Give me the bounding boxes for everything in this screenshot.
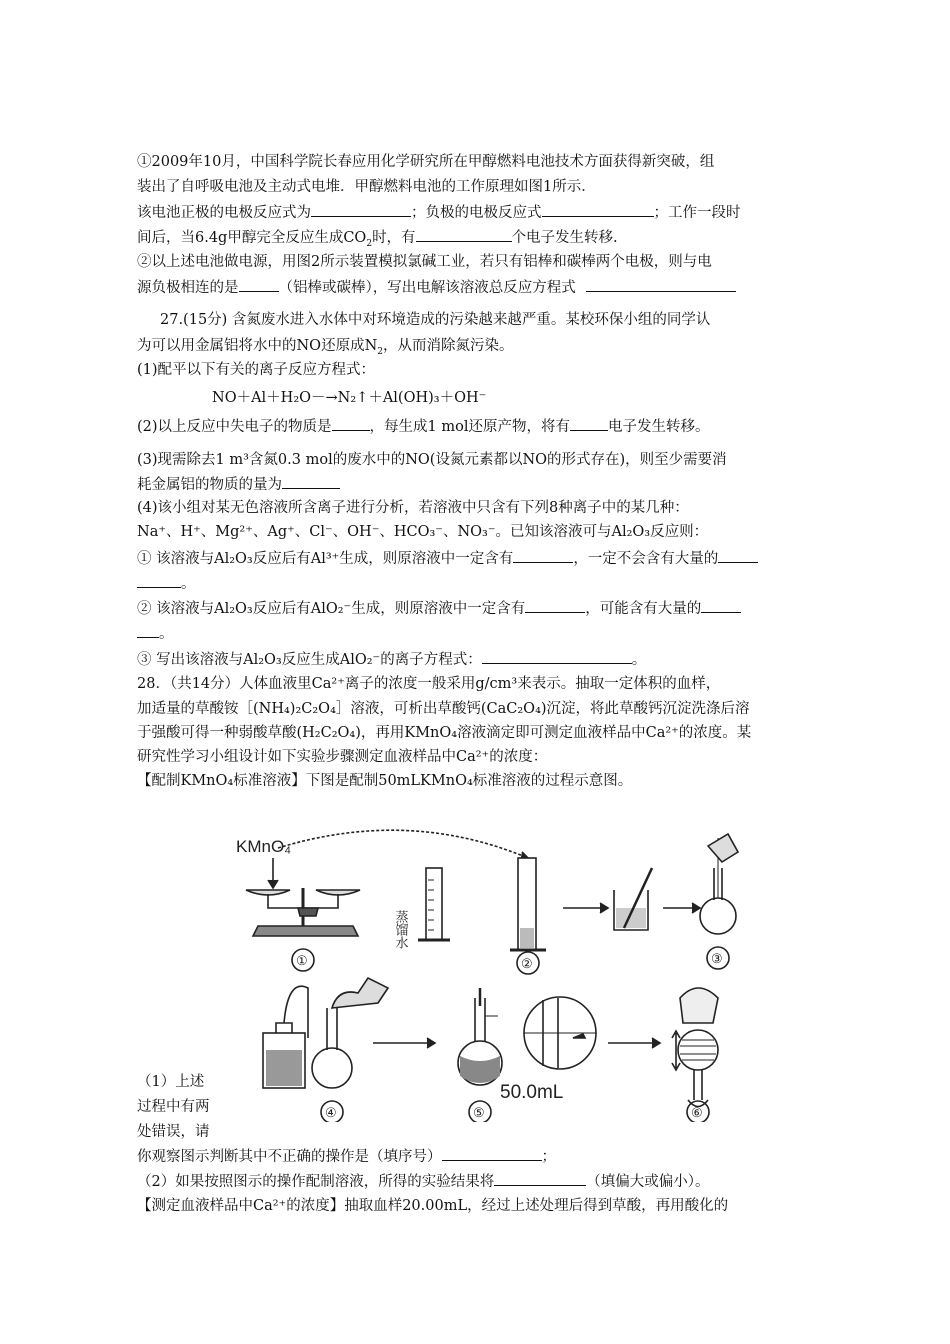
text: （铝棒或碳棒），写出电解该溶液总反应方程式: [278, 280, 576, 296]
distilled-water-label: 蒸馏水: [392, 910, 408, 949]
text: 间后，当6.4g甲醇完全反应生成CO: [137, 230, 367, 246]
answer-blank[interactable]: [239, 277, 279, 292]
step-2-number: ②: [521, 957, 533, 972]
text-line: [137, 1171, 709, 1192]
text: 个电子发生转移.: [511, 230, 618, 246]
answer-blank[interactable]: [282, 474, 340, 489]
step-4-number: ④: [325, 1106, 337, 1121]
answer-blank[interactable]: [525, 598, 585, 613]
volumetric-flask-icon: [312, 1048, 352, 1088]
text: ；工作一段时: [653, 205, 741, 221]
text: ；负极的电极反应式: [411, 205, 542, 221]
text: ，一定不会含有大量的: [573, 551, 719, 567]
text-line: [137, 598, 741, 619]
answer-blank[interactable]: [586, 277, 736, 292]
text: 时，有: [372, 230, 416, 246]
text: 。: [181, 576, 196, 592]
text-line: ①2009年10月，中国科学院长春应用化学研究所在甲醇燃料电池技术方面获得新突破，组: [137, 154, 715, 170]
text-line: ②以上述电池做电源，用图2所示装置模拟氯碱工业，若只有铝棒和碳棒两个电极，则与电: [137, 254, 712, 270]
answer-blank[interactable]: [311, 202, 411, 217]
text: ① 该溶液与Al₂O₃反应后有Al³⁺生成，则原溶液中一定含有: [137, 551, 514, 567]
step-3-number: ③: [711, 952, 723, 967]
text: (2)以上反应中失电子的物质是: [137, 419, 332, 435]
text-line: 过程中有两: [137, 1099, 210, 1115]
preparation-diagram: [228, 828, 740, 1122]
text: 电子发生转移。: [608, 419, 710, 435]
text-line: [137, 649, 646, 670]
text: （填偏大或偏小）。: [586, 1174, 710, 1190]
answer-blank[interactable]: [718, 548, 758, 563]
text: ② 该溶液与Al₂O₃反应后有AlO₂⁻生成，则原溶液中一定含有: [137, 601, 526, 617]
text-line: 为可以用金属铝将水中的NO还原成$N_2$，从而消除氮污染。: [137, 338, 514, 357]
answer-blank[interactable]: [442, 1146, 542, 1161]
text-line: (3)现需除去1 m³含氮0.3 mol的废水中的NO(设氮元素都以NO的形式存在)，则至少需要消: [137, 452, 727, 468]
text: ；: [541, 1149, 556, 1165]
text: 。: [159, 626, 174, 642]
section-heading: 【测定血液样品中Ca²⁺的浓度】抽取血样20.00mL，经过上述处理后得到草酸，再用酸化的: [137, 1198, 729, 1214]
answer-blank[interactable]: [416, 227, 512, 242]
question-27-title: 27.(15分) 含氮废水进入水体中对环境造成的污染越来越严重。某校环保小组的同学认: [160, 312, 711, 328]
text-line: [137, 548, 758, 569]
answer-blank[interactable]: [494, 1171, 586, 1186]
text-line: 研究性学习小组设计如下实验步骤测定血液样品中Ca²⁺的浓度：: [137, 749, 548, 765]
text-line: 装出了自呼吸电池及主动式电堆．甲醇燃料电池的工作原理如图1所示．: [137, 179, 596, 195]
text-line: (4)该小组对某无色溶液所含离子进行分析，若溶液中只含有下列8种离子中的某几种：: [137, 500, 689, 516]
text-line: 于强酸可得一种弱酸草酸(H₂C₂O₄)，再用KMnO₄溶液滴定即可测定血液样品中Ca²⁺的浓度。某: [137, 725, 752, 741]
graduated-cylinder-icon: [426, 868, 442, 940]
text: 耗金属铝的物质的量为: [137, 477, 282, 493]
answer-blank[interactable]: [137, 623, 159, 638]
text: ，从而消除氮污染。: [383, 338, 514, 354]
step-5-number: ⑤: [473, 1106, 485, 1121]
answer-blank[interactable]: [513, 548, 573, 563]
text-line: [137, 623, 174, 644]
kmno4-label: KMnO₄: [236, 837, 292, 856]
question-28-title: 28．（共14分）人体血液里Ca²⁺离子的浓度一般采用g/cm³来表示。抽取一定体积的血样，: [137, 676, 721, 692]
text: 。: [631, 652, 647, 668]
text-line: [137, 416, 710, 437]
volume-label: 50.0mL: [500, 1082, 564, 1103]
answer-blank[interactable]: [137, 573, 181, 588]
step-6-number: ⑥: [691, 1106, 703, 1121]
text-line: [137, 573, 196, 594]
text: ③ 写出该溶液与Al₂O₃反应生成AlO₂⁻的离子方程式：: [137, 652, 482, 668]
step-1-number: ①: [296, 954, 308, 969]
text-line: [137, 474, 340, 495]
text-line: （1）上述: [137, 1074, 205, 1090]
text-line: 处错误，请: [137, 1124, 210, 1140]
answer-blank[interactable]: [542, 202, 654, 217]
text: ，每生成1 mol还原产物，将有: [369, 419, 570, 435]
text: （2）如果按照图示的操作配制溶液，所得的实验结果将: [137, 1174, 495, 1190]
text: 你观察图示判断其中不正确的操作是（填序号）: [137, 1149, 442, 1165]
ion-list: Na⁺、H⁺、Mg²⁺、Ag⁺、Cl⁻、OH⁻、HCO₃⁻、NO₃⁻。已知该溶液可与Al₂O₃反应则：: [137, 524, 709, 540]
answer-blank[interactable]: [482, 649, 632, 664]
text-line: 加适量的草酸铵［(NH₄)₂C₂O₄］溶液，可析出草酸钙(CaC₂O₄)沉淀，将此草酸钙沉淀洗涤后溶: [137, 701, 750, 717]
text: 源负极相连的是: [137, 280, 239, 296]
text-line: [137, 202, 741, 223]
text: 该电池正极的电极反应式为: [137, 205, 311, 221]
volumetric-flask-icon: [700, 898, 736, 934]
text-line: (1)配平以下有关的离子反应方程式：: [137, 362, 376, 378]
text-line: [137, 277, 736, 298]
answer-blank[interactable]: [570, 416, 608, 431]
balance-icon: [253, 926, 358, 936]
reaction-equation: NO＋Al＋H₂O－→N₂↑＋Al(OH)₃＋OH⁻: [212, 390, 487, 406]
section-heading: 【配制KMnO₄标准溶液】下图是配制50mLKMnO₄标准溶液的过程示意图。: [137, 773, 633, 789]
answer-blank[interactable]: [332, 416, 370, 431]
volumetric-flask-icon: [678, 1030, 718, 1070]
answer-blank[interactable]: [701, 598, 741, 613]
text: 为可以用金属铝将水中的NO还原成N: [137, 338, 378, 354]
text-line: [137, 1146, 556, 1167]
text-line: 间后，当6.4g甲醇完全反应生成$CO_2$时，有 个电子发生转移.: [137, 227, 618, 248]
text: ，可能含有大量的: [585, 601, 702, 617]
